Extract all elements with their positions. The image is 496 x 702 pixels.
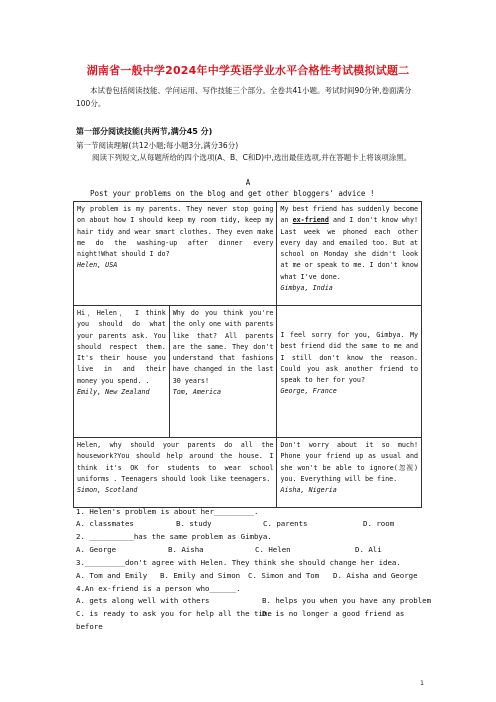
- exam-intro: 本试卷包括阅读技能、学问运用、写作技能三个部分。全卷共41小题。考试时间90分钟,卷面满分100分。: [76, 86, 412, 108]
- reply-emily: [74, 306, 170, 438]
- option-c[interactable]: C. Simon and Tom: [248, 571, 320, 580]
- reply-aisha: [277, 438, 422, 508]
- reply-text: Don't worry about it so much! Phone your friend up as usual and she won't be able to ignore(忽视) you. Everything will be fine.: [280, 441, 418, 483]
- post-signature: Gimbya, India: [280, 284, 333, 293]
- question-4-options-cd: [76, 609, 404, 618]
- part-heading: 第一部分阅读技能(共两节,满分45 分): [76, 127, 213, 136]
- post-helen: [74, 202, 277, 306]
- option-a[interactable]: A. gets along well with others: [76, 596, 210, 605]
- reply-signature: Tom, America: [172, 388, 222, 397]
- reply-text: Helen, why should your parents do all the housework?You should help around the house. I think it's OK for students to wear school uniforms . Teenagers should look like teenagers.: [77, 441, 274, 483]
- option-c[interactable]: C. is ready to ask you for help all the time: [76, 609, 272, 618]
- option-b[interactable]: B. helps you when you have any problem: [262, 596, 432, 605]
- option-d[interactable]: D. is no longer a good friend as: [262, 609, 405, 618]
- post-text-end: and I don't know why! Last week we phoned each other every day and emailed too. But at school on Monday she didn't look at me or speak to me. I don't know what I've done.: [280, 216, 418, 281]
- instruction-text: 阅读下列短文,从每题所给的四个选项(A、B、C和D)中,选出最佳选项,并在答题卡上将该项涂黑。: [92, 153, 412, 162]
- option-d[interactable]: D. Aisha and George: [333, 571, 418, 580]
- reply-text: Hi，Helen， I think you should do what your parents ask. You should respect them. It's their house you live in and their money you spend. .: [77, 309, 166, 385]
- reply-tom: [169, 306, 277, 438]
- option-d[interactable]: D. room: [363, 519, 395, 528]
- table-row: [74, 306, 422, 438]
- exam-title: 湖南省一般中学2024年中学英语学业水平合格性考试模拟试题二: [86, 64, 410, 77]
- question-3-options: [76, 571, 418, 580]
- option-d[interactable]: D. Ali: [355, 545, 382, 554]
- page-number: 1: [420, 680, 424, 687]
- question-4-option-d-cont: before: [76, 622, 103, 631]
- post-text-start: My best friend has suddenly become an: [280, 205, 418, 225]
- blog-intro-line: Post your problems on the blog and get other bloggers' advice !: [90, 189, 375, 198]
- option-b[interactable]: B. study: [176, 519, 212, 528]
- table-row: [74, 202, 422, 306]
- reply-text: I feel sorry for you, Gimbya. My best friend did the same to me and I still don't know the reason. Could you ask another friend to speak to her for you?: [280, 331, 418, 385]
- reply-text: Why do you think you're the only one with parents like that? All parents are the same. They don't understand that fashions have changed in the last 30 years!: [172, 309, 274, 385]
- post-gimbya: [277, 202, 422, 306]
- option-a[interactable]: A. George: [76, 545, 117, 554]
- option-a[interactable]: A. Tom and Emily: [76, 571, 148, 580]
- option-b[interactable]: B. Aisha: [168, 545, 204, 554]
- option-c[interactable]: C. parents: [263, 519, 308, 528]
- question-2-stem: 2. __________has the same problem as Gimbya.: [76, 532, 272, 541]
- reply-signature: Aisha, Nigeria: [280, 486, 337, 495]
- underlined-word: ex-friend: [292, 216, 329, 225]
- reply-simon: [74, 438, 277, 508]
- question-4-stem: 4.An ex-friend is a person who______.: [76, 584, 241, 593]
- post-signature: Helen, USA: [77, 261, 118, 270]
- question-2-options: [76, 545, 382, 554]
- passage-letter: A: [245, 178, 251, 187]
- reply-signature: George, France: [280, 387, 337, 396]
- blog-posts-table: [73, 201, 422, 508]
- section-heading: 第一节阅读理解(共12小题;每小题3分,满分36分): [76, 141, 239, 150]
- reply-signature: Emily, New Zealand: [77, 388, 150, 397]
- table-row: [74, 438, 422, 508]
- question-4-options-ab: [76, 596, 431, 605]
- option-c[interactable]: C. Helen: [255, 545, 291, 554]
- option-a[interactable]: A. classmates: [76, 519, 134, 528]
- question-1-options: [76, 519, 394, 528]
- option-b[interactable]: B. Emily and Simon: [160, 571, 241, 580]
- post-text: My problem is my parents. They never stop going on about how I should keep my room tidy, keep my hair tidy and wear smart clothes. They even make me do the washing-up after dinner every night!What should I do?: [77, 205, 274, 259]
- question-3-stem: 3._________don't agree with Helen. They think she should change her idea.: [76, 558, 401, 567]
- question-1-stem: 1. Helen's problem is about her_________.: [76, 507, 259, 516]
- reply-george: [277, 306, 422, 438]
- reply-signature: Simon, Scotland: [77, 486, 138, 495]
